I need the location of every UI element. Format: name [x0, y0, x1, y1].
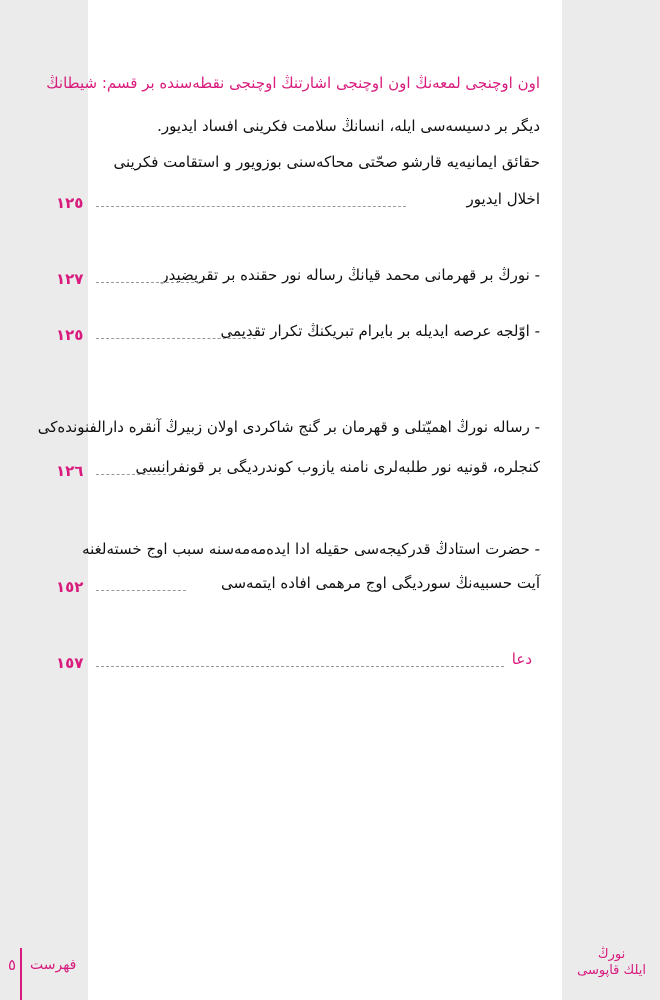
footer-divider	[20, 948, 22, 1000]
footer-brand	[577, 947, 646, 979]
footer-page-number: ٥	[8, 956, 17, 974]
toc-page-number: ١٢٥	[56, 194, 84, 212]
dot-leader	[96, 206, 406, 207]
toc-page-number: ١٢٦	[56, 462, 84, 480]
dot-leader	[96, 590, 186, 591]
toc-entry-text: اخلال ایدیور	[466, 190, 540, 208]
toc-page-number: ١٥٧	[56, 654, 84, 672]
toc-entry-text: دیگر بر دسیسەسی ایلە، انسانڭ سلامت فکرینی افساد ایدیور.	[157, 117, 540, 135]
toc-entry-text: دعا	[511, 650, 532, 668]
brand-line-1: نورڭ	[597, 947, 626, 962]
toc-entry-text: - نورڭ بر قهرمانی محمد قیانڭ رسالە نور حقندە بر تقریضیدر	[161, 266, 540, 284]
toc-page-number: ١٢٥	[56, 326, 84, 344]
footer-section-label: فهرست	[30, 957, 77, 973]
brand-line-2: ایلك قاپوسی	[577, 963, 646, 978]
dot-leader	[96, 338, 256, 339]
toc-entry-text: حقائق ایمانیەیە قارشو صحّتی محاکەسنی بوزویور و استقامت فکرینی	[113, 153, 540, 171]
toc-page-number: ١٢٧	[56, 270, 84, 288]
dot-leader	[96, 666, 504, 667]
toc-page-number: ١٥٢	[56, 578, 84, 596]
toc-entry-text: اون اوچنجی لمعەنڭ اون اوچنجی اشارتنڭ اوچنجی نقطەسندە بر قسم: شیطانڭ	[46, 74, 540, 92]
toc-entry-text: کنجلرە، قونیە نور طلبەلری نامنە یازوب کوندردیگی بر قونفرانسی	[135, 458, 540, 476]
toc-entry-text: - رسالە نورڭ اهمیّتلی و قهرمان بر گنج شاکردی اولان زبیرڭ آنقرە دارالفنوندەکی	[37, 418, 540, 436]
toc-entry-text: - اوّلجە عرصە ایدیلە بر بایرام تبریکنڭ تکرار تقدیمی	[220, 322, 540, 340]
dot-leader	[96, 282, 204, 283]
dot-leader	[96, 474, 171, 475]
toc-entry-text: آیت حسبیەنڭ سوردیگی اوج مرهمی افادە ایتمەسی	[220, 574, 540, 592]
toc-entry-text: - حضرت استادڭ قدرکیجەسی حقیلە ادا ایدەمەمەسنە سبب اوج خستەلغنە	[82, 540, 540, 558]
